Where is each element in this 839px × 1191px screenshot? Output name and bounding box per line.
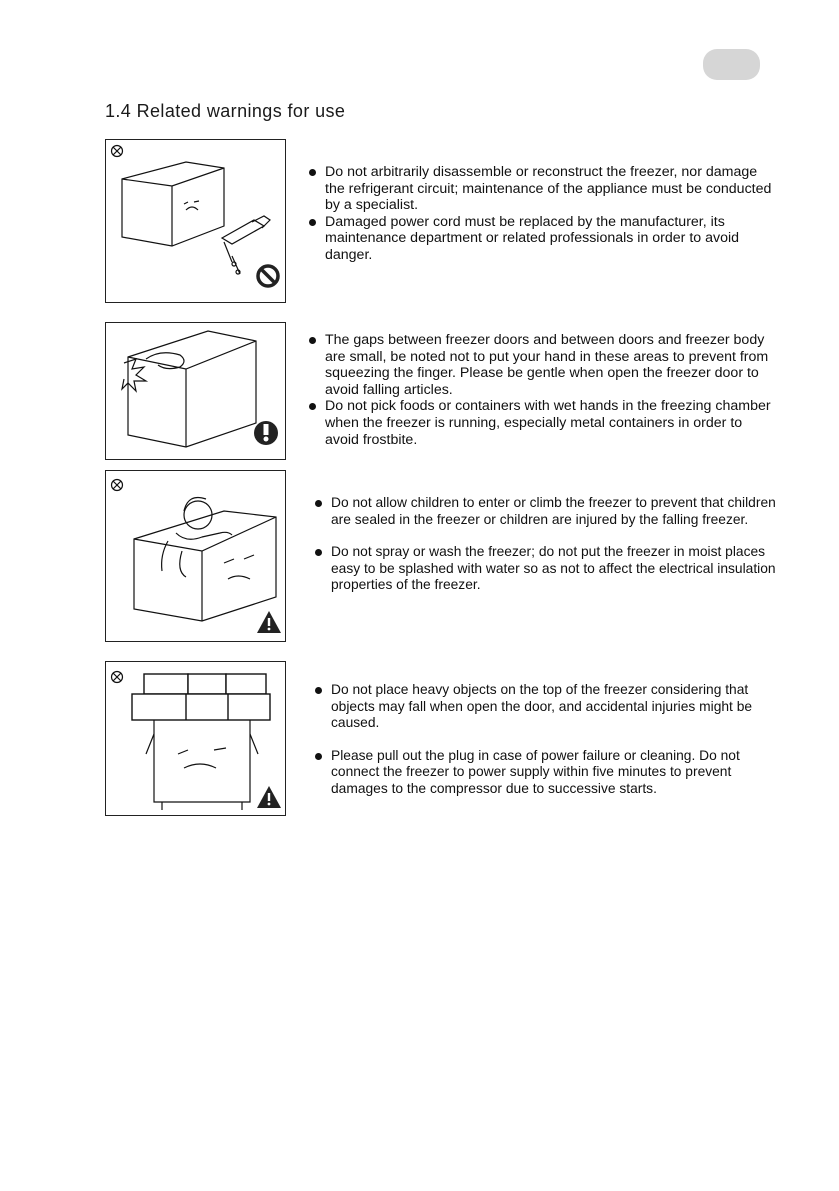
warning-item: Do not pick foods or containers with wet hands in the freezing chamber when the freezer is running, especially metal containers in order to avoid frostbite.: [309, 398, 779, 448]
pinch-burst-drawing: [122, 359, 146, 391]
warning-triangle-icon: [257, 611, 281, 633]
no-entry-icon: [258, 266, 278, 286]
warning-item: The gaps between freezer doors and between doors and freezer body are small, be noted not to put your hand in these areas to prevent from squeezing the finger. Please be gentle when open the freezer door to avoid falling articles.: [309, 332, 779, 398]
warning-text-1: [309, 164, 779, 264]
section-title: 1.4 Related warnings for use: [105, 101, 346, 121]
prohibition-circle-icon: [112, 672, 123, 683]
boxes-drawing: [132, 674, 270, 720]
illustration-heavy-objects: [105, 661, 286, 816]
tools-drawing: [222, 216, 270, 274]
freezer-character-drawing: [146, 720, 258, 810]
warning-item: Damaged power cord must be replaced by the manufacturer, its maintenance department or related professionals in order to avoid danger.: [309, 214, 779, 264]
warning-item: Please pull out the plug in case of power failure or cleaning. Do not connect the freezer to power supply within five minutes to prevent damages to the compressor due to successive starts.: [315, 748, 785, 798]
warning-text-3: [315, 495, 785, 594]
illustration-children: [105, 470, 286, 642]
exclamation-icon: [254, 421, 278, 445]
freezer-drawing: [122, 162, 224, 246]
page-number-tab: [703, 49, 760, 80]
warning-item: Do not place heavy objects on the top of the freezer considering that objects may fall when open the door, and accidental injuries might be caused.: [315, 682, 785, 732]
warning-item: Do not allow children to enter or climb the freezer to prevent that children are sealed in the freezer or children are injured by the falling freezer.: [315, 495, 785, 528]
child-drawing: [162, 498, 232, 578]
illustration-disassembly: [105, 139, 286, 303]
illustration-door-gaps: [105, 322, 286, 460]
warning-text-2: [309, 332, 779, 448]
freezer-drawing: [128, 331, 256, 447]
warning-item: Do not arbitrarily disassemble or reconstruct the freezer, nor damage the refrigerant circuit; maintenance of the appliance must be conducted by a specialist.: [309, 164, 779, 214]
warning-triangle-icon: [257, 786, 281, 808]
warning-text-4: [315, 682, 785, 798]
prohibition-circle-icon: [112, 480, 123, 491]
prohibition-circle-icon: [112, 146, 123, 157]
warning-item: Do not spray or wash the freezer; do not put the freezer in moist places easy to be splashed with water so as not to affect the electrical insulation properties of the freezer.: [315, 544, 785, 594]
